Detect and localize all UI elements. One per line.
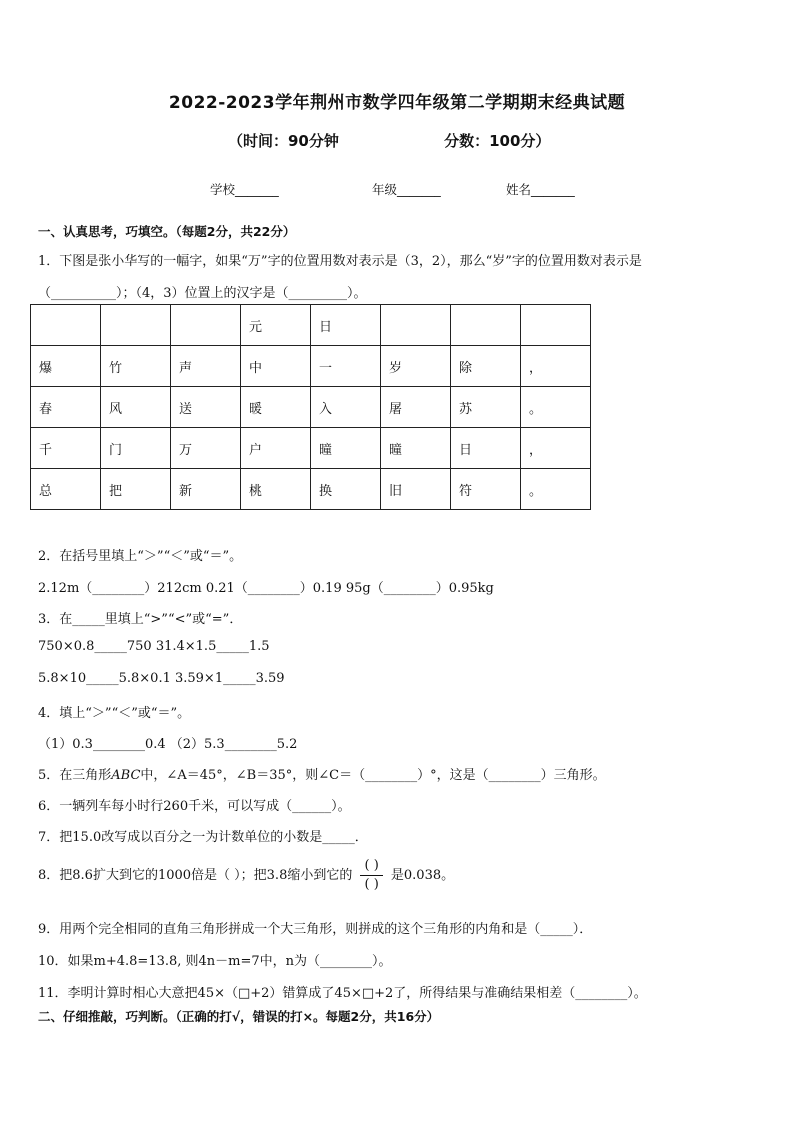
grid-cell: 曈 [311, 428, 381, 469]
question-2-items: 2.12m（________）212cm 0.21（________）0.19 95g（________）0.95kg [38, 581, 494, 596]
grade-field: 年级_______ [372, 182, 441, 197]
question-3-title: 3．在_____里填上“>”“<”或“=”． [38, 612, 243, 627]
grid-cell: 入 [311, 387, 381, 428]
grid-cell: 门 [101, 428, 171, 469]
question-3-line-2: 5.8×10_____5.8×0.1 3.59×1_____3.59 [38, 671, 285, 686]
grid-cell: 日 [311, 305, 381, 346]
question-4-title: 4．填上“＞”“＜”或“＝”。 [38, 706, 191, 721]
grid-row [31, 428, 591, 469]
section-2-heading: 二、仔细推敲，巧判断。（正确的打√，错误的打×。每题2分，共16分） [38, 1009, 440, 1024]
grid-cell: 竹 [101, 346, 171, 387]
name-field: 姓名_______ [506, 182, 575, 197]
grid-cell: 送 [171, 387, 241, 428]
question-4-items: （1）0.3________0.4 （2）5.3________5.2 [38, 737, 298, 752]
grid-cell: 桃 [241, 469, 311, 510]
question-1-line-1: 1．下图是张小华写的一幅字，如果“万”字的位置用数对表示是（3，2），那么“岁”字的位置用数对表示是 [38, 254, 642, 269]
grid-cell: 总 [31, 469, 101, 510]
grid-cell: 曈 [381, 428, 451, 469]
grid-cell [521, 305, 591, 346]
time-label: （时间：90分钟 [228, 132, 339, 150]
question-9: 9．用两个完全相同的直角三角形拼成一个大三角形，则拼成的这个三角形的内角和是（_____）． [38, 922, 593, 937]
grid-cell: ， [521, 428, 591, 469]
grid-cell: 日 [451, 428, 521, 469]
grid-cell: 岁 [381, 346, 451, 387]
question-6: 6．一辆列车每小时行260千米，可以写成（______）。 [38, 799, 351, 814]
grid-cell: 户 [241, 428, 311, 469]
question-8 [38, 857, 454, 894]
grid-cell: 元 [241, 305, 311, 346]
grid-cell: ， [521, 346, 591, 387]
section-1-heading: 一、认真思考，巧填空。（每题2分，共22分） [38, 224, 296, 239]
grid-row [31, 387, 591, 428]
grid-cell [31, 305, 101, 346]
grid-cell: 符 [451, 469, 521, 510]
question-2-title: 2．在括号里填上“＞”“＜”或“＝”。 [38, 549, 243, 564]
question-5-post: 中，∠A＝45°，∠B＝35°，则∠C＝（________）°，这是（________）三角形。 [140, 768, 606, 783]
question-10: 10．如果m+4.8=13.8, 则4n－m=7中，n为（________）。 [38, 954, 392, 969]
grid-cell: 屠 [381, 387, 451, 428]
question-11: 11．李明计算时相心大意把45×（□+2）错算成了45×□+2了，所得结果与准确结果相差（________）。 [38, 986, 647, 1001]
grid-cell [101, 305, 171, 346]
question-7: 7．把15.0改写成以百分之一为计数单位的小数是_____． [38, 830, 368, 845]
grid-cell: 中 [241, 346, 311, 387]
fraction-denominator: ( ) [364, 877, 379, 892]
grid-cell: 爆 [31, 346, 101, 387]
grid-cell: 万 [171, 428, 241, 469]
grid-cell [171, 305, 241, 346]
grid-cell: 声 [171, 346, 241, 387]
grid-row [31, 346, 591, 387]
question-5 [38, 764, 606, 783]
grid-row [31, 305, 591, 346]
grid-cell: 暖 [241, 387, 311, 428]
grid-cell: 除 [451, 346, 521, 387]
grid-row [31, 469, 591, 510]
grid-cell: 苏 [451, 387, 521, 428]
grid-cell: 。 [521, 387, 591, 428]
grid-cell: 把 [101, 469, 171, 510]
grid-cell [451, 305, 521, 346]
grid-cell: 春 [31, 387, 101, 428]
score-label: 分数：100分） [444, 132, 551, 150]
question-5-pre: 5．在三角形 [38, 768, 112, 783]
grid-cell: 旧 [381, 469, 451, 510]
fraction-blank [360, 857, 382, 894]
question-1-line-2: （__________）；（4，3）位置上的汉字是（_________）。 [38, 286, 367, 301]
triangle-label: ABC [111, 768, 141, 783]
grid-cell: 。 [521, 469, 591, 510]
question-3-line-1: 750×0.8_____750 31.4×1.5_____1.5 [38, 639, 270, 654]
question-8-pre: 8．把8.6扩大到它的1000倍是（ ）；把3.8缩小到它的 [38, 868, 353, 883]
grid-cell: 千 [31, 428, 101, 469]
grid-cell: 一 [311, 346, 381, 387]
grid-cell: 换 [311, 469, 381, 510]
fraction-numerator: ( ) [360, 857, 382, 876]
grid-cell: 新 [171, 469, 241, 510]
grid-cell: 风 [101, 387, 171, 428]
school-field: 学校_______ [210, 182, 279, 197]
exam-meta [228, 130, 550, 151]
grid-cell [381, 305, 451, 346]
question-8-post: 是0.038。 [390, 868, 455, 883]
page-title: 2022-2023学年荆州市数学四年级第二学期期末经典试题 [168, 93, 626, 113]
character-grid [30, 304, 591, 510]
